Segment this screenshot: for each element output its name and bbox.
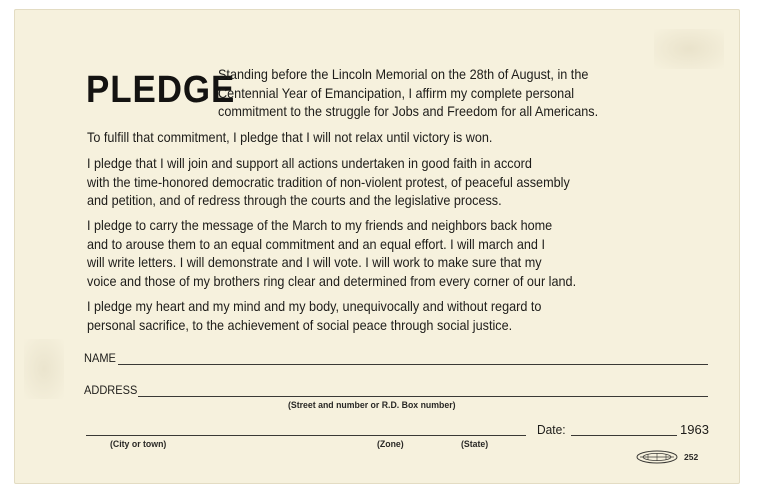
union-label-number: 252: [684, 452, 699, 462]
paper-stain: [654, 29, 724, 69]
pledge-paragraph-3: [87, 217, 576, 291]
pledge-paragraph-4: [87, 298, 541, 335]
text-line: voice and those of my brothers ring clear and determined from every corner of our land.: [87, 273, 577, 289]
pledge-title: PLEDGE: [86, 69, 236, 111]
text-line: with the time-honored democratic tradition of non-violent protest, of peaceful assembly: [87, 174, 570, 190]
text-line: will write letters. I will demonstrate and I will vote. I will work to make sure that my: [87, 255, 542, 270]
text-line: I pledge that I will join and support all actions undertaken in good faith in accord: [87, 156, 532, 171]
text-line: and petition, and of redress through the courts and the legislative process.: [87, 193, 502, 208]
address-caption: (Street and number or R.D. Box number): [288, 400, 456, 411]
pledge-paragraph-1: [87, 129, 492, 148]
city-caption: (City or town): [110, 439, 167, 450]
name-field-line[interactable]: [118, 364, 708, 365]
text-line: To fulfill that commitment, I pledge that I will not relax until victory is won.: [87, 130, 493, 145]
text-line: and to arouse them to an equal commitment and an equal effort. I will march and I: [87, 236, 545, 252]
text-line: personal sacrifice, to the achievement of social peace through social justice.: [87, 317, 513, 333]
date-field-line[interactable]: [571, 435, 677, 436]
state-caption: (State): [461, 439, 489, 450]
text-line: commitment to the struggle for Jobs and Freedom for all Americans.: [218, 104, 599, 119]
text-line: Standing before the Lincoln Memorial on the 28th of August, in the: [218, 67, 589, 82]
text-line: Centennial Year of Emancipation, I affirm my complete personal: [218, 85, 575, 101]
paper-stain: [24, 339, 64, 399]
intro-paragraph: [218, 66, 598, 122]
name-label: NAME: [84, 351, 116, 365]
address-field-line[interactable]: [138, 396, 708, 397]
pledge-paragraph-2: [87, 155, 570, 211]
city-zone-state-line[interactable]: [86, 435, 526, 436]
pledge-card: [14, 9, 740, 484]
text-line: I pledge to carry the message of the March to my friends and neighbors back home: [87, 218, 553, 233]
zone-caption: (Zone): [377, 439, 404, 450]
date-label: Date:: [537, 422, 566, 437]
address-label: ADDRESS: [84, 383, 138, 397]
union-bug-icon: [636, 450, 678, 464]
date-year: 1963: [680, 422, 709, 437]
text-line: I pledge my heart and my mind and my body, unequivocally and without regard to: [87, 299, 542, 314]
